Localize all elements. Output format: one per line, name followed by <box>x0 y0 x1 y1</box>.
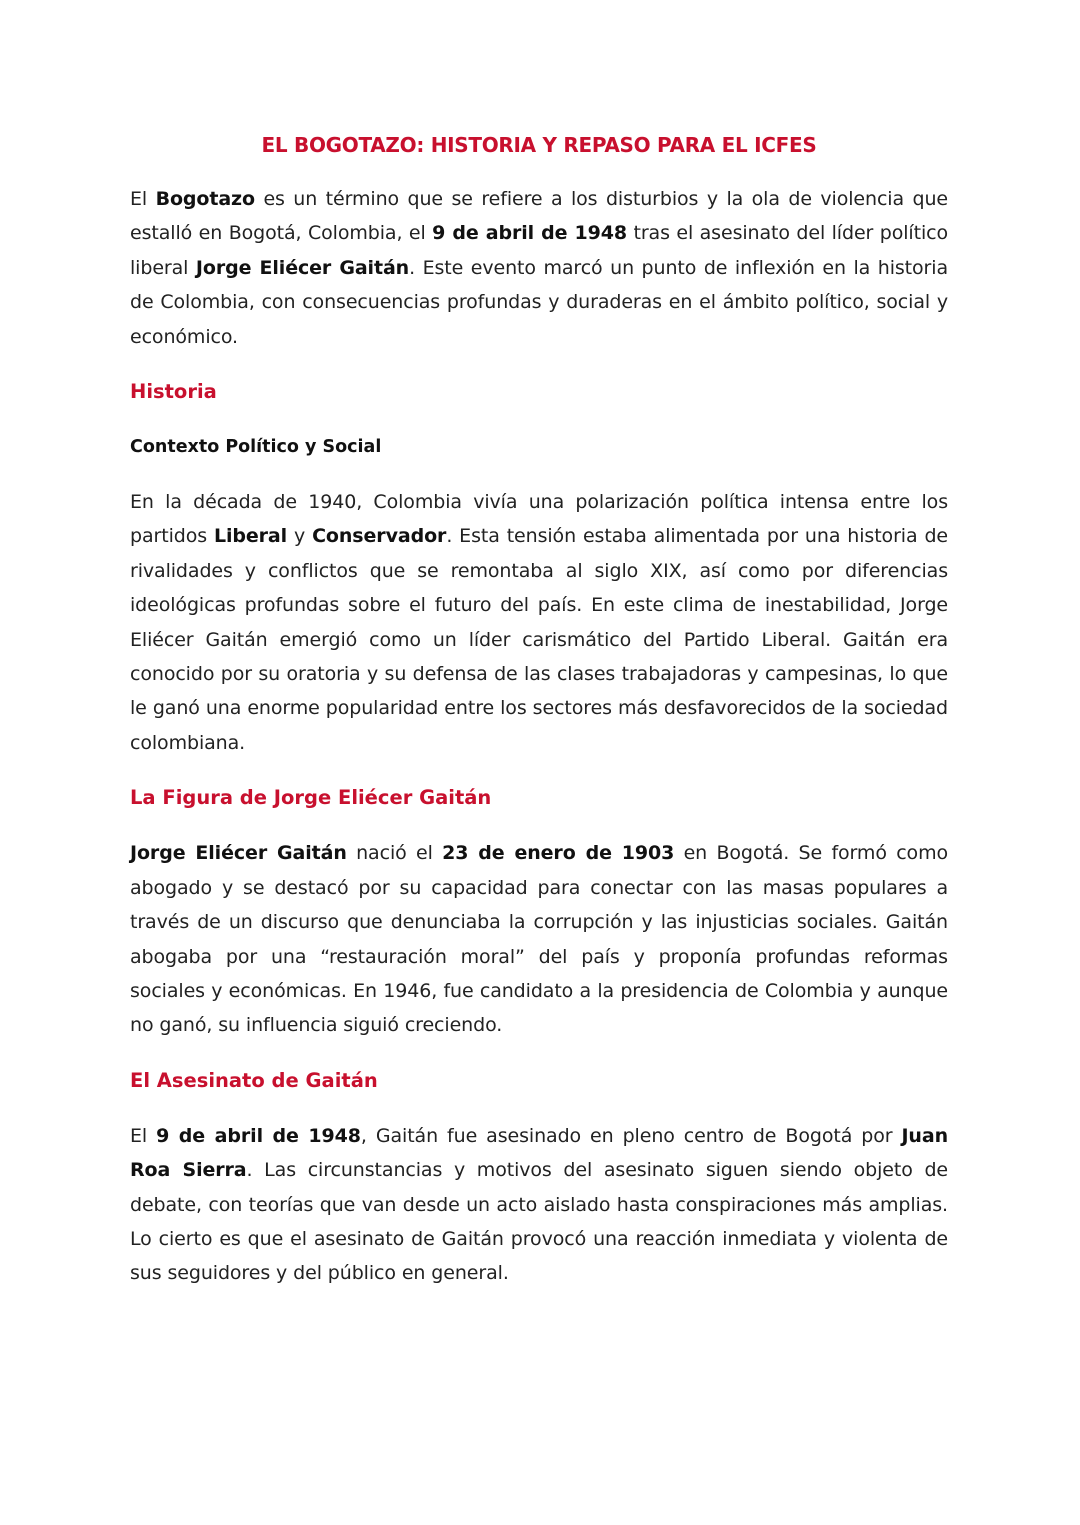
bold-text: Juan Roa Sierra <box>130 1124 948 1182</box>
text-run: El <box>130 1124 157 1147</box>
bold-text: 9 de abril de 1948 <box>156 1124 361 1147</box>
document-page <box>130 128 948 1291</box>
figura-paragraph <box>130 836 948 1042</box>
text-run: . Este evento marcó un punto de inflexión en la historia de Colombia, con consecuencias profundas y duraderas en el ámbito político, social y económico. <box>130 256 948 348</box>
document-title: EL BOGOTAZO: HISTORIA Y REPASO PARA EL ICFES <box>261 133 817 157</box>
text-run: . Las circunstancias y motivos del asesinato siguen siendo objeto de debate, con teorías que van desde un acto aislado hasta conspiraciones más amplias. Lo cierto es que el asesinato de Gaitán provocó una reacción inmediata y violenta de sus seguidores y del público en general. <box>130 1159 948 1285</box>
text-run: En la década de 1940, Colombia vivía una polarización política intensa entre los partidos <box>130 491 948 548</box>
text-run: es un término que se refiere a los disturbios y la ola de violencia que estalló en Bogotá, Colombia, el <box>130 188 948 245</box>
text-run: nació el <box>346 842 443 865</box>
text-run: El <box>130 188 156 210</box>
bold-text: Liberal <box>213 525 288 548</box>
text-run: en Bogotá. Se formó como abogado y se destacó por su capacidad para conectar con las masas populares a través de un discurso que denunciaba la corrupción y las injusticias sociales. Gaitán abogaba por una “restauración moral” del país y proponía profundas reformas sociales y económicas. En 1946, fue candidato a la presidencia de Colombia y aunque no ganó, su influencia siguió creciendo. <box>130 842 949 1037</box>
bold-text: Conservador <box>312 525 447 548</box>
text-run: , Gaitán fue asesinado en pleno centro de Bogotá por <box>360 1124 902 1147</box>
bold-text: 23 de enero de 1903 <box>442 842 675 865</box>
subsection-heading-contexto: Contexto Político y Social <box>130 437 382 458</box>
contexto-paragraph <box>130 485 948 760</box>
section-heading-asesinato: El Asesinato de Gaitán <box>130 1068 378 1092</box>
text-run: . Esta tensión estaba alimentada por una historia de rivalidades y conflictos que se remontaba al siglo XIX, así como por diferencias ideológicas profundas sobre el futuro del país. En este clima de inestabilidad, Jorge Eliécer Gaitán emergió como un líder carismático del Partido Liberal. Gaitán era conocido por su oratoria y su defensa de las clases trabajadoras y campesinas, lo que le ganó una enorme popularidad entre los sectores más desfavorecidos de la sociedad colombiana. <box>130 525 948 754</box>
text-run: y <box>287 525 313 548</box>
bold-text: Bogotazo <box>155 188 255 210</box>
bold-text: 9 de abril de 1948 <box>432 222 627 245</box>
section-heading-figura: La Figura de Jorge Eliécer Gaitán <box>130 786 492 810</box>
bold-text: Jorge Eliécer Gaitán <box>130 842 347 865</box>
bold-text: Jorge Eliécer Gaitán <box>195 256 410 279</box>
text-run: tras el asesinato del líder político liberal <box>130 222 948 279</box>
asesinato-paragraph <box>130 1119 948 1291</box>
section-heading-historia: Historia <box>130 380 217 404</box>
intro-paragraph <box>130 182 948 354</box>
